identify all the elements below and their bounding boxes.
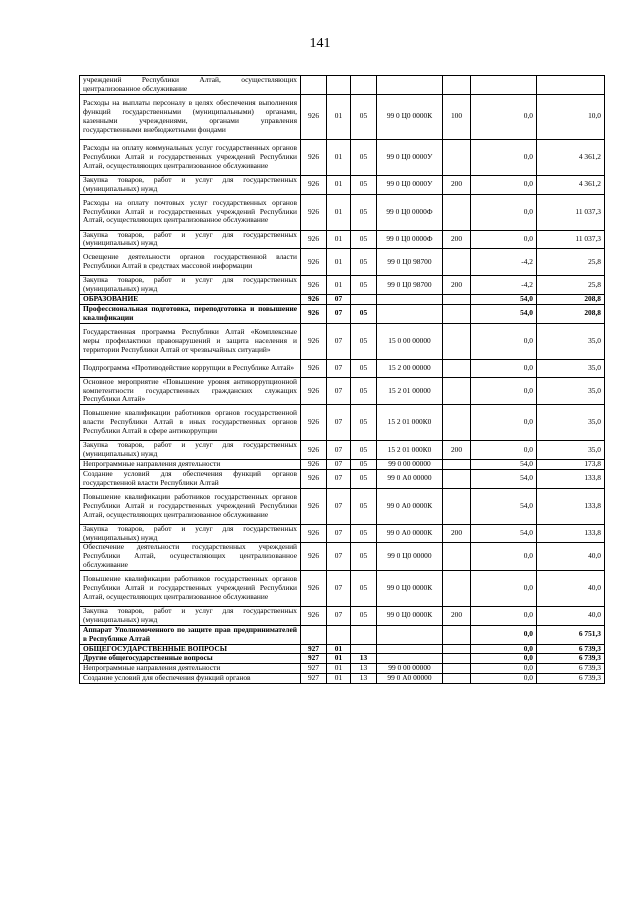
change-amount-cell: 0,0 — [471, 139, 537, 175]
row-name-cell: Повышение квалификации работников государственных органов Республики Алтай и государственных учреждений Республики Алтай, осуществляющих централизованное обслуживание — [80, 488, 301, 524]
section-cell — [327, 625, 351, 644]
admin-code-cell: 926 — [301, 571, 327, 607]
section-cell — [327, 76, 351, 95]
admin-code-cell: 927 — [301, 654, 327, 664]
change-amount-cell: 0,0 — [471, 543, 537, 571]
expense-type-cell — [443, 469, 471, 488]
expense-type-cell — [443, 249, 471, 276]
row-name-cell: Закупка товаров, работ и услуг для государственных (муниципальных) нужд — [80, 175, 301, 194]
table-row — [80, 644, 605, 654]
table-row — [80, 323, 605, 359]
table-row — [80, 377, 605, 405]
subsection-cell: 05 — [351, 469, 377, 488]
section-cell: 01 — [327, 194, 351, 230]
subsection-cell: 05 — [351, 175, 377, 194]
table-row — [80, 230, 605, 249]
target-article-cell: 99 0 Ц0 0000К — [377, 607, 443, 626]
section-cell: 01 — [327, 644, 351, 654]
target-article-cell: 15 2 01 00000 — [377, 377, 443, 405]
subsection-cell — [351, 76, 377, 95]
change-amount-cell: 0,0 — [471, 674, 537, 684]
change-amount-cell: 0,0 — [471, 94, 537, 139]
total-amount-cell: 40,0 — [537, 571, 605, 607]
admin-code-cell: 927 — [301, 674, 327, 684]
target-article-cell: 99 0 А0 0000К — [377, 524, 443, 543]
admin-code-cell: 926 — [301, 194, 327, 230]
subsection-cell: 13 — [351, 654, 377, 664]
total-amount-cell: 6 739,3 — [537, 654, 605, 664]
expense-type-cell — [443, 571, 471, 607]
subsection-cell: 05 — [351, 249, 377, 276]
row-name-cell: Повышение квалификации работников органов государственной власти Республики Алтай в иных государственных органов Республики Алтай в сфере антикоррупции — [80, 405, 301, 441]
section-cell: 01 — [327, 249, 351, 276]
section-cell: 07 — [327, 405, 351, 441]
expense-type-cell — [443, 674, 471, 684]
row-name-cell: учреждений Республики Алтай, осуществляющих централизованное обслуживание — [80, 76, 301, 95]
row-name-cell: Аппарат Уполномоченного по защите прав предпринимателей в Республике Алтай — [80, 625, 301, 644]
subsection-cell: 05 — [351, 441, 377, 460]
row-name-cell: Обеспечение деятельности государственных учреждений Республики Алтай, осуществляющих централизованное обслуживание — [80, 543, 301, 571]
change-amount-cell: 54,0 — [471, 295, 537, 305]
admin-code-cell: 926 — [301, 304, 327, 323]
target-article-cell — [377, 295, 443, 305]
table-row — [80, 524, 605, 543]
change-amount-cell: 0,0 — [471, 607, 537, 626]
expense-type-cell — [443, 625, 471, 644]
row-name-cell: Расходы на оплату коммунальных услуг государственных органов Республики Алтай и государственных учреждений Республики Алтай, осуществляющих централизованное обслуживание — [80, 139, 301, 175]
table-row — [80, 571, 605, 607]
total-amount-cell: 133,8 — [537, 524, 605, 543]
subsection-cell: 05 — [351, 405, 377, 441]
admin-code-cell: 926 — [301, 249, 327, 276]
expense-type-cell: 100 — [443, 94, 471, 139]
page-number: 141 — [309, 36, 331, 51]
row-name-cell: Закупка товаров, работ и услуг для государственных (муниципальных) нужд — [80, 607, 301, 626]
expense-type-cell: 200 — [443, 524, 471, 543]
table-row — [80, 139, 605, 175]
total-amount-cell: 6 751,3 — [537, 625, 605, 644]
subsection-cell: 05 — [351, 304, 377, 323]
change-amount-cell: 0,0 — [471, 230, 537, 249]
section-cell: 07 — [327, 295, 351, 305]
total-amount-cell: 40,0 — [537, 607, 605, 626]
subsection-cell: 05 — [351, 194, 377, 230]
expense-type-cell: 200 — [443, 276, 471, 295]
table-row — [80, 469, 605, 488]
change-amount-cell: 54,0 — [471, 524, 537, 543]
admin-code-cell: 926 — [301, 276, 327, 295]
target-article-cell: 15 2 01 000К0 — [377, 405, 443, 441]
section-cell: 07 — [327, 323, 351, 359]
table-row — [80, 295, 605, 305]
target-article-cell: 99 0 А0 00000 — [377, 469, 443, 488]
row-name-cell: ОБЩЕГОСУДАРСТВЕННЫЕ ВОПРОСЫ — [80, 644, 301, 654]
total-amount-cell: 6 739,3 — [537, 644, 605, 654]
change-amount-cell: 0,0 — [471, 441, 537, 460]
row-name-cell: Закупка товаров, работ и услуг для государственных (муниципальных) нужд — [80, 276, 301, 295]
total-amount-cell: 10,0 — [537, 94, 605, 139]
target-article-cell: 99 0 Ц0 0000У — [377, 139, 443, 175]
target-article-cell: 99 0 Ц0 0000Ф — [377, 230, 443, 249]
section-cell: 01 — [327, 654, 351, 664]
expense-type-cell — [443, 304, 471, 323]
total-amount-cell: 40,0 — [537, 543, 605, 571]
target-article-cell: 15 2 00 00000 — [377, 359, 443, 377]
target-article-cell: 99 0 00 00000 — [377, 460, 443, 470]
section-cell: 07 — [327, 571, 351, 607]
section-cell: 01 — [327, 664, 351, 674]
table-row — [80, 607, 605, 626]
section-cell: 07 — [327, 304, 351, 323]
row-name-cell: Закупка товаров, работ и услуг для государственных (муниципальных) нужд — [80, 441, 301, 460]
table-row — [80, 94, 605, 139]
subsection-cell: 05 — [351, 139, 377, 175]
subsection-cell: 05 — [351, 94, 377, 139]
section-cell: 07 — [327, 543, 351, 571]
row-name-cell: Расходы на оплату почтовых услуг государственных органов Республики Алтай и государственных учреждений Республики Алтай, осуществляющих централизованное обслуживание — [80, 194, 301, 230]
row-name-cell: Подпрограмма «Противодействие коррупции в Республике Алтай» — [80, 359, 301, 377]
expense-type-cell — [443, 139, 471, 175]
admin-code-cell: 927 — [301, 664, 327, 674]
row-name-cell: Расходы на выплаты персоналу в целях обеспечения выполнения функций государственными (муниципальными) органами, казенными учреждениями, органами управления государственными внебюджетными фондами — [80, 94, 301, 139]
table-row — [80, 405, 605, 441]
row-name-cell: Создание условий для обеспечения функций органов государственной власти Республики Алтай — [80, 469, 301, 488]
target-article-cell: 99 0 Ц0 0000К — [377, 571, 443, 607]
expense-type-cell: 200 — [443, 441, 471, 460]
total-amount-cell — [537, 76, 605, 95]
section-cell: 07 — [327, 377, 351, 405]
target-article-cell: 99 0 А0 0000К — [377, 488, 443, 524]
change-amount-cell: 0,0 — [471, 175, 537, 194]
change-amount-cell: 0,0 — [471, 405, 537, 441]
section-cell: 01 — [327, 674, 351, 684]
row-name-cell: Непрограммные направления деятельности — [80, 460, 301, 470]
section-cell: 01 — [327, 175, 351, 194]
admin-code-cell: 926 — [301, 405, 327, 441]
admin-code-cell: 926 — [301, 524, 327, 543]
row-name-cell: Закупка товаров, работ и услуг для государственных (муниципальных) нужд — [80, 524, 301, 543]
subsection-cell: 05 — [351, 276, 377, 295]
table-row — [80, 276, 605, 295]
total-amount-cell: 6 739,3 — [537, 674, 605, 684]
row-name-cell: Непрограммные направления деятельности — [80, 664, 301, 674]
expense-type-cell — [443, 460, 471, 470]
target-article-cell: 15 0 00 00000 — [377, 323, 443, 359]
table-row — [80, 304, 605, 323]
target-article-cell — [377, 304, 443, 323]
section-cell: 07 — [327, 441, 351, 460]
change-amount-cell: 0,0 — [471, 571, 537, 607]
section-cell: 01 — [327, 276, 351, 295]
subsection-cell: 05 — [351, 543, 377, 571]
target-article-cell: 99 0 Ц0 98700 — [377, 276, 443, 295]
target-article-cell — [377, 654, 443, 664]
row-name-cell: Основное мероприятие «Повышение уровня антикоррупционной компетентности государственных гражданских служащих Республики Алтай» — [80, 377, 301, 405]
section-cell: 07 — [327, 607, 351, 626]
budget-table-body — [80, 76, 605, 684]
change-amount-cell: 0,0 — [471, 664, 537, 674]
subsection-cell: 13 — [351, 664, 377, 674]
target-article-cell: 99 0 Ц0 98700 — [377, 249, 443, 276]
total-amount-cell: 173,8 — [537, 460, 605, 470]
expense-type-cell — [443, 295, 471, 305]
change-amount-cell — [471, 76, 537, 95]
expense-type-cell — [443, 377, 471, 405]
table-row — [80, 543, 605, 571]
admin-code-cell: 927 — [301, 644, 327, 654]
total-amount-cell: 35,0 — [537, 359, 605, 377]
total-amount-cell: 133,8 — [537, 469, 605, 488]
subsection-cell: 05 — [351, 607, 377, 626]
subsection-cell — [351, 644, 377, 654]
subsection-cell: 05 — [351, 488, 377, 524]
table-row — [80, 460, 605, 470]
total-amount-cell: 133,8 — [537, 488, 605, 524]
row-name-cell: Государственная программа Республики Алтай «Комплексные меры профилактики правонарушений и защита населения и территории Республики Алтай от чрезвычайных ситуаций» — [80, 323, 301, 359]
admin-code-cell: 926 — [301, 469, 327, 488]
expense-type-cell — [443, 359, 471, 377]
change-amount-cell: 54,0 — [471, 460, 537, 470]
expense-type-cell: 200 — [443, 230, 471, 249]
subsection-cell: 05 — [351, 359, 377, 377]
admin-code-cell: 926 — [301, 377, 327, 405]
admin-code-cell: 926 — [301, 230, 327, 249]
expense-type-cell — [443, 194, 471, 230]
total-amount-cell: 11 037,3 — [537, 194, 605, 230]
total-amount-cell: 208,8 — [537, 304, 605, 323]
total-amount-cell: 4 361,2 — [537, 139, 605, 175]
row-name-cell: Освещение деятельности органов государственной власти Республики Алтай в средствах массовой информации — [80, 249, 301, 276]
admin-code-cell: 926 — [301, 94, 327, 139]
table-row — [80, 441, 605, 460]
section-cell: 01 — [327, 139, 351, 175]
total-amount-cell: 25,8 — [537, 249, 605, 276]
section-cell: 01 — [327, 230, 351, 249]
subsection-cell: 05 — [351, 323, 377, 359]
total-amount-cell: 11 037,3 — [537, 230, 605, 249]
target-article-cell: 99 0 Ц0 0000Ф — [377, 194, 443, 230]
subsection-cell: 13 — [351, 674, 377, 684]
change-amount-cell: 0,0 — [471, 194, 537, 230]
table-row — [80, 359, 605, 377]
admin-code-cell: 926 — [301, 175, 327, 194]
table-row — [80, 664, 605, 674]
change-amount-cell: 0,0 — [471, 323, 537, 359]
admin-code-cell: 926 — [301, 139, 327, 175]
target-article-cell: 99 0 А0 00000 — [377, 674, 443, 684]
row-name-cell: Профессиональная подготовка, переподготовка и повышение квалификации — [80, 304, 301, 323]
change-amount-cell: -4,2 — [471, 249, 537, 276]
section-cell: 07 — [327, 469, 351, 488]
change-amount-cell: 0,0 — [471, 625, 537, 644]
row-name-cell: Повышение квалификации работников государственных органов Республики Алтай и государственных учреждений Республики Алтай, осуществляющих централизованное обслуживание — [80, 571, 301, 607]
section-cell: 07 — [327, 460, 351, 470]
change-amount-cell: 54,0 — [471, 488, 537, 524]
change-amount-cell: 0,0 — [471, 644, 537, 654]
total-amount-cell: 35,0 — [537, 323, 605, 359]
table-row — [80, 654, 605, 664]
target-article-cell: 99 0 Ц0 0000У — [377, 175, 443, 194]
admin-code-cell — [301, 625, 327, 644]
expense-type-cell — [443, 654, 471, 664]
table-row — [80, 625, 605, 644]
expense-type-cell — [443, 664, 471, 674]
subsection-cell: 05 — [351, 524, 377, 543]
row-name-cell: Другие общегосударственные вопросы — [80, 654, 301, 664]
budget-table — [79, 75, 605, 684]
change-amount-cell: -4,2 — [471, 276, 537, 295]
admin-code-cell — [301, 76, 327, 95]
table-row — [80, 249, 605, 276]
target-article-cell — [377, 644, 443, 654]
expense-type-cell — [443, 644, 471, 654]
section-cell: 01 — [327, 94, 351, 139]
admin-code-cell: 926 — [301, 359, 327, 377]
target-article-cell: 99 0 00 00000 — [377, 664, 443, 674]
expense-type-cell: 200 — [443, 607, 471, 626]
admin-code-cell: 926 — [301, 295, 327, 305]
target-article-cell: 99 0 Ц0 0000К — [377, 94, 443, 139]
admin-code-cell: 926 — [301, 488, 327, 524]
section-cell: 07 — [327, 488, 351, 524]
target-article-cell: 15 2 01 000К0 — [377, 441, 443, 460]
admin-code-cell: 926 — [301, 460, 327, 470]
total-amount-cell: 35,0 — [537, 405, 605, 441]
subsection-cell: 05 — [351, 460, 377, 470]
total-amount-cell: 25,8 — [537, 276, 605, 295]
subsection-cell: 05 — [351, 377, 377, 405]
section-cell: 07 — [327, 359, 351, 377]
change-amount-cell: 0,0 — [471, 359, 537, 377]
row-name-cell: Закупка товаров, работ и услуг для государственных (муниципальных) нужд — [80, 230, 301, 249]
change-amount-cell: 0,0 — [471, 654, 537, 664]
table-row — [80, 76, 605, 95]
total-amount-cell: 35,0 — [537, 377, 605, 405]
total-amount-cell: 4 361,2 — [537, 175, 605, 194]
target-article-cell: 99 0 Ц0 00000 — [377, 543, 443, 571]
subsection-cell — [351, 295, 377, 305]
subsection-cell: 05 — [351, 230, 377, 249]
subsection-cell: 05 — [351, 571, 377, 607]
expense-type-cell: 200 — [443, 175, 471, 194]
change-amount-cell: 54,0 — [471, 304, 537, 323]
row-name-cell: Создание условий для обеспечения функций органов — [80, 674, 301, 684]
table-row — [80, 175, 605, 194]
change-amount-cell: 0,0 — [471, 377, 537, 405]
total-amount-cell: 35,0 — [537, 441, 605, 460]
admin-code-cell: 926 — [301, 323, 327, 359]
target-article-cell — [377, 76, 443, 95]
row-name-cell: ОБРАЗОВАНИЕ — [80, 295, 301, 305]
admin-code-cell: 926 — [301, 607, 327, 626]
total-amount-cell: 6 739,3 — [537, 664, 605, 674]
total-amount-cell: 208,8 — [537, 295, 605, 305]
section-cell: 07 — [327, 524, 351, 543]
table-row — [80, 488, 605, 524]
expense-type-cell — [443, 488, 471, 524]
expense-type-cell — [443, 76, 471, 95]
admin-code-cell: 926 — [301, 441, 327, 460]
change-amount-cell: 54,0 — [471, 469, 537, 488]
admin-code-cell: 926 — [301, 543, 327, 571]
expense-type-cell — [443, 543, 471, 571]
expense-type-cell — [443, 405, 471, 441]
target-article-cell — [377, 625, 443, 644]
expense-type-cell — [443, 323, 471, 359]
subsection-cell — [351, 625, 377, 644]
table-row — [80, 194, 605, 230]
table-row — [80, 674, 605, 684]
